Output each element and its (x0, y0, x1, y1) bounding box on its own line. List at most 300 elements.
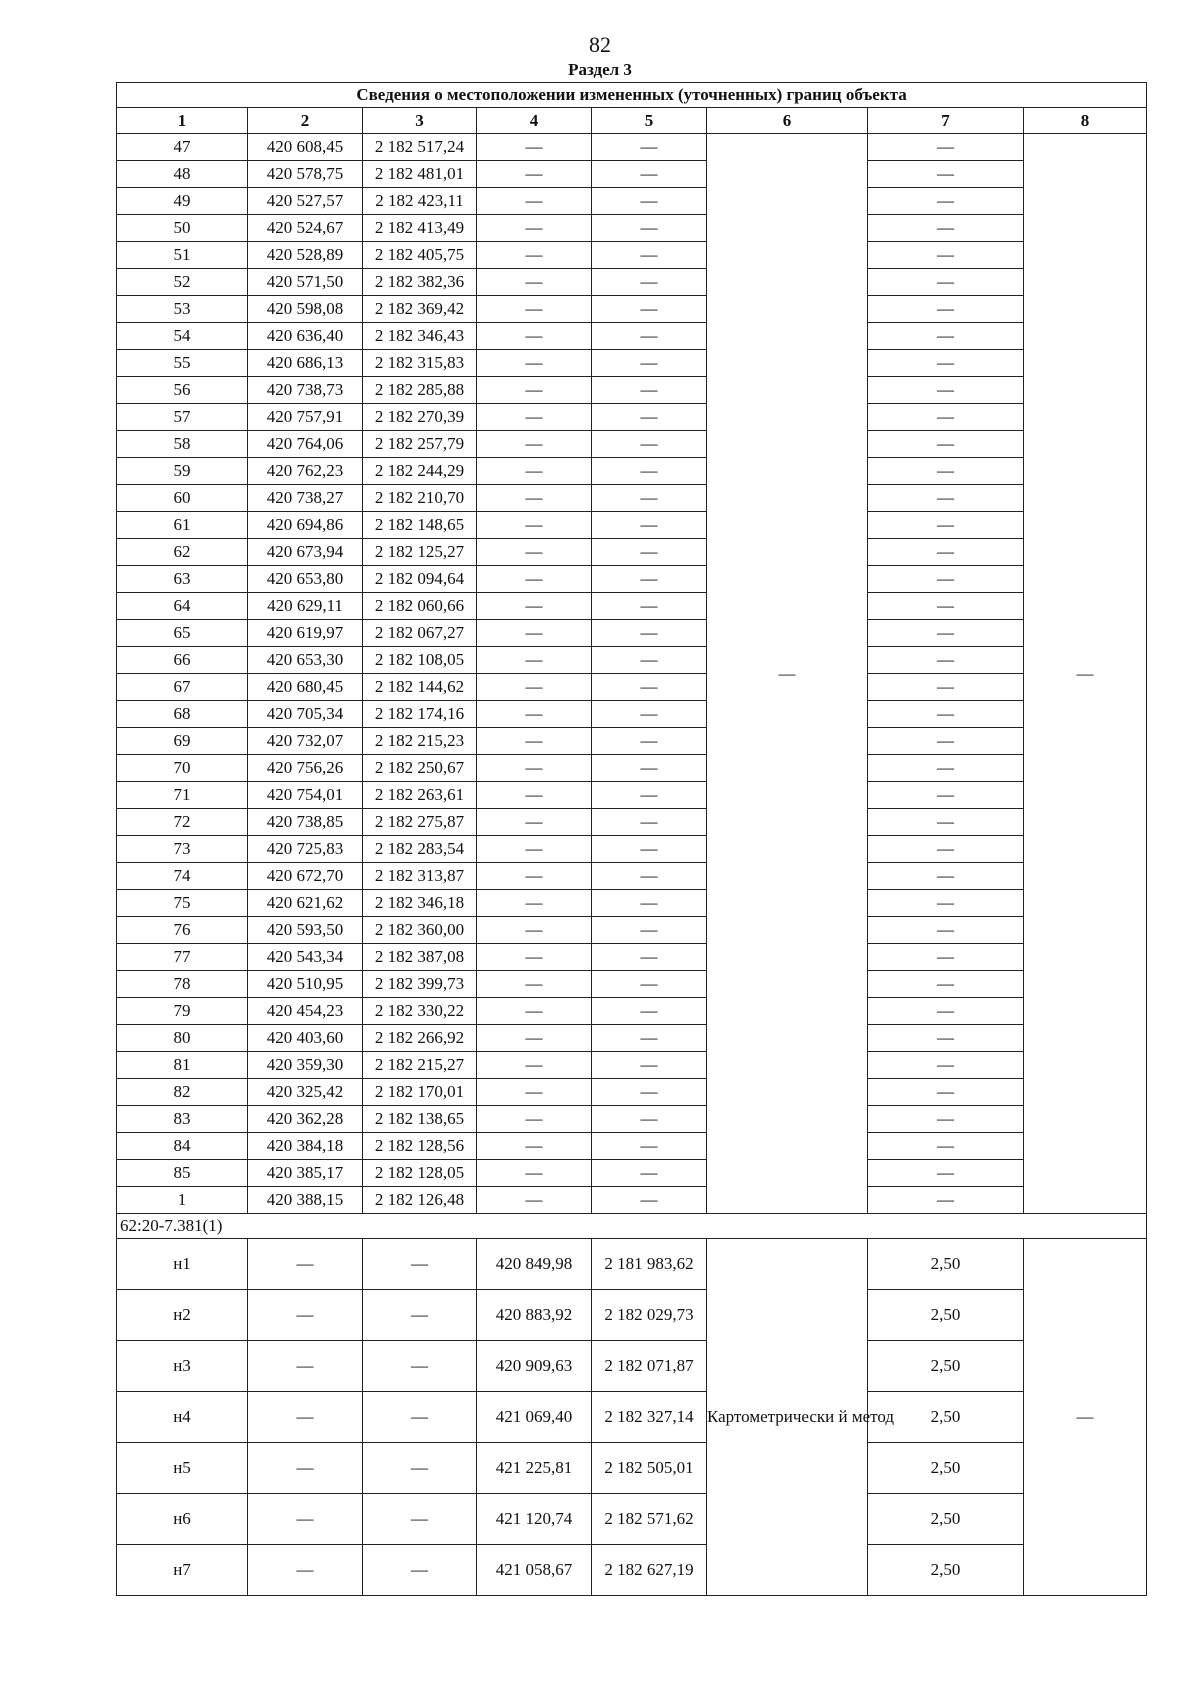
y-existing-cell: 2 182 283,54 (363, 836, 477, 863)
point-number-cell: 85 (117, 1160, 248, 1187)
column-number-row (117, 108, 1147, 134)
y-existing-cell: 2 182 144,62 (363, 674, 477, 701)
point-number-cell: 70 (117, 755, 248, 782)
y-existing-cell: — (363, 1239, 477, 1290)
x-new-cell: — (477, 296, 592, 323)
accuracy-cell: — (868, 944, 1024, 971)
y-new-cell: — (592, 1187, 707, 1214)
method-cell: Картометрически й метод (707, 1239, 868, 1596)
y-existing-cell: 2 182 250,67 (363, 755, 477, 782)
x-existing-cell: 420 543,34 (248, 944, 363, 971)
point-number-cell: 77 (117, 944, 248, 971)
table-row (117, 917, 1147, 944)
table-row (117, 377, 1147, 404)
column-header: 4 (477, 108, 592, 134)
x-new-cell: — (477, 377, 592, 404)
table-row (117, 836, 1147, 863)
table-row (117, 485, 1147, 512)
y-existing-cell: 2 182 285,88 (363, 377, 477, 404)
table-body (117, 134, 1147, 1596)
y-existing-cell: 2 182 215,23 (363, 728, 477, 755)
y-existing-cell: 2 182 148,65 (363, 512, 477, 539)
point-number-cell: 59 (117, 458, 248, 485)
y-existing-cell: 2 182 125,27 (363, 539, 477, 566)
x-new-cell: — (477, 1187, 592, 1214)
column-header: 7 (868, 108, 1024, 134)
y-new-cell: — (592, 944, 707, 971)
x-existing-cell: 420 571,50 (248, 269, 363, 296)
table-row (117, 431, 1147, 458)
object-id-row (117, 1214, 1147, 1239)
accuracy-cell: 2,50 (868, 1494, 1024, 1545)
accuracy-cell: — (868, 134, 1024, 161)
point-number-cell: 66 (117, 647, 248, 674)
x-existing-cell: 420 510,95 (248, 971, 363, 998)
x-existing-cell: 420 359,30 (248, 1052, 363, 1079)
accuracy-cell: — (868, 890, 1024, 917)
table-row (117, 701, 1147, 728)
x-new-cell: — (477, 890, 592, 917)
accuracy-cell: — (868, 863, 1024, 890)
x-new-cell: — (477, 269, 592, 296)
y-new-cell: 2 182 505,01 (592, 1443, 707, 1494)
x-existing-cell: — (248, 1239, 363, 1290)
x-existing-cell: 420 362,28 (248, 1106, 363, 1133)
table-row (117, 1392, 1147, 1443)
table-row (117, 161, 1147, 188)
x-existing-cell: 420 619,97 (248, 620, 363, 647)
y-new-cell: — (592, 134, 707, 161)
table-row (117, 1494, 1147, 1545)
x-new-cell: — (477, 485, 592, 512)
y-existing-cell: 2 182 128,56 (363, 1133, 477, 1160)
accuracy-cell: — (868, 1133, 1024, 1160)
y-new-cell: — (592, 485, 707, 512)
accuracy-cell: 2,50 (868, 1239, 1024, 1290)
point-number-cell: 72 (117, 809, 248, 836)
accuracy-cell: — (868, 431, 1024, 458)
y-existing-cell: — (363, 1545, 477, 1596)
y-new-cell: — (592, 215, 707, 242)
x-new-cell: — (477, 539, 592, 566)
x-existing-cell: 420 388,15 (248, 1187, 363, 1214)
x-new-cell: — (477, 431, 592, 458)
y-existing-cell: — (363, 1341, 477, 1392)
point-number-cell: 58 (117, 431, 248, 458)
x-existing-cell: 420 672,70 (248, 863, 363, 890)
point-number-cell: 50 (117, 215, 248, 242)
accuracy-cell: — (868, 566, 1024, 593)
y-new-cell: 2 182 327,14 (592, 1392, 707, 1443)
point-number-cell: 76 (117, 917, 248, 944)
column-header: 6 (707, 108, 868, 134)
section-title: Раздел 3 (568, 60, 632, 79)
table-row (117, 890, 1147, 917)
x-new-cell: — (477, 998, 592, 1025)
y-existing-cell: 2 182 244,29 (363, 458, 477, 485)
y-existing-cell: 2 182 210,70 (363, 485, 477, 512)
table-row (117, 296, 1147, 323)
x-existing-cell: 420 528,89 (248, 242, 363, 269)
y-existing-cell: 2 182 517,24 (363, 134, 477, 161)
point-number-cell: 62 (117, 539, 248, 566)
x-existing-cell: 420 593,50 (248, 917, 363, 944)
table-row (117, 512, 1147, 539)
table-row (117, 242, 1147, 269)
accuracy-cell: 2,50 (868, 1392, 1024, 1443)
x-new-cell: — (477, 728, 592, 755)
accuracy-cell: — (868, 1187, 1024, 1214)
y-new-cell: — (592, 728, 707, 755)
x-new-cell: — (477, 161, 592, 188)
y-existing-cell: 2 182 266,92 (363, 1025, 477, 1052)
accuracy-cell: — (868, 188, 1024, 215)
y-existing-cell: 2 182 313,87 (363, 863, 477, 890)
accuracy-cell: — (868, 1160, 1024, 1187)
y-new-cell: — (592, 1052, 707, 1079)
y-new-cell: — (592, 566, 707, 593)
table-row (117, 215, 1147, 242)
x-new-cell: — (477, 647, 592, 674)
accuracy-cell: — (868, 161, 1024, 188)
table-row (117, 1079, 1147, 1106)
y-new-cell: 2 182 071,87 (592, 1341, 707, 1392)
x-existing-cell: 420 524,67 (248, 215, 363, 242)
y-new-cell: — (592, 863, 707, 890)
x-existing-cell: 420 403,60 (248, 1025, 363, 1052)
x-new-cell: 421 058,67 (477, 1545, 592, 1596)
table-row (117, 188, 1147, 215)
y-existing-cell: 2 182 399,73 (363, 971, 477, 998)
point-number-cell: 56 (117, 377, 248, 404)
accuracy-cell: — (868, 674, 1024, 701)
x-existing-cell: 420 738,73 (248, 377, 363, 404)
x-new-cell: — (477, 755, 592, 782)
y-existing-cell: 2 182 128,05 (363, 1160, 477, 1187)
y-new-cell: — (592, 539, 707, 566)
y-new-cell: — (592, 674, 707, 701)
point-number-cell: 68 (117, 701, 248, 728)
y-existing-cell: 2 182 369,42 (363, 296, 477, 323)
accuracy-cell: — (868, 323, 1024, 350)
x-existing-cell: 420 754,01 (248, 782, 363, 809)
x-new-cell: — (477, 188, 592, 215)
point-number-cell: 74 (117, 863, 248, 890)
accuracy-cell: — (868, 296, 1024, 323)
point-number-cell: 54 (117, 323, 248, 350)
y-new-cell: — (592, 269, 707, 296)
description-cell: — (1024, 134, 1147, 1214)
table-row (117, 620, 1147, 647)
y-existing-cell: 2 182 263,61 (363, 782, 477, 809)
x-new-cell: — (477, 134, 592, 161)
table-row (117, 323, 1147, 350)
x-new-cell: 421 120,74 (477, 1494, 592, 1545)
y-new-cell: — (592, 998, 707, 1025)
table-row (117, 1545, 1147, 1596)
y-existing-cell: 2 182 387,08 (363, 944, 477, 971)
x-new-cell: — (477, 1133, 592, 1160)
accuracy-cell: 2,50 (868, 1443, 1024, 1494)
accuracy-cell: — (868, 620, 1024, 647)
point-number-cell: 67 (117, 674, 248, 701)
x-new-cell: — (477, 215, 592, 242)
point-number-cell: 49 (117, 188, 248, 215)
x-existing-cell: 420 673,94 (248, 539, 363, 566)
accuracy-cell: — (868, 782, 1024, 809)
y-new-cell: 2 182 571,62 (592, 1494, 707, 1545)
accuracy-cell: — (868, 215, 1024, 242)
x-existing-cell: — (248, 1545, 363, 1596)
point-number-cell: 57 (117, 404, 248, 431)
x-new-cell: — (477, 701, 592, 728)
table-row (117, 1443, 1147, 1494)
x-existing-cell: 420 629,11 (248, 593, 363, 620)
column-header: 8 (1024, 108, 1147, 134)
y-existing-cell: 2 182 067,27 (363, 620, 477, 647)
y-new-cell: 2 181 983,62 (592, 1239, 707, 1290)
x-new-cell: — (477, 566, 592, 593)
x-existing-cell: 420 653,80 (248, 566, 363, 593)
y-new-cell: — (592, 1079, 707, 1106)
point-number-cell: 1 (117, 1187, 248, 1214)
x-existing-cell: 420 694,86 (248, 512, 363, 539)
y-existing-cell: 2 182 257,79 (363, 431, 477, 458)
x-existing-cell: 420 653,30 (248, 647, 363, 674)
accuracy-cell: 2,50 (868, 1545, 1024, 1596)
x-existing-cell: 420 732,07 (248, 728, 363, 755)
point-number-cell: 64 (117, 593, 248, 620)
x-new-cell: — (477, 1160, 592, 1187)
column-header: 1 (117, 108, 248, 134)
point-number-cell: 80 (117, 1025, 248, 1052)
x-existing-cell: 420 384,18 (248, 1133, 363, 1160)
x-new-cell: — (477, 1106, 592, 1133)
x-new-cell: — (477, 404, 592, 431)
table-row (117, 593, 1147, 620)
accuracy-cell: 2,50 (868, 1341, 1024, 1392)
column-header: 2 (248, 108, 363, 134)
x-new-cell: — (477, 971, 592, 998)
point-number-cell: 53 (117, 296, 248, 323)
x-existing-cell: 420 705,34 (248, 701, 363, 728)
accuracy-cell: — (868, 1079, 1024, 1106)
y-existing-cell: — (363, 1494, 477, 1545)
y-existing-cell: 2 182 138,65 (363, 1106, 477, 1133)
x-new-cell: — (477, 620, 592, 647)
y-new-cell: — (592, 836, 707, 863)
accuracy-cell: — (868, 647, 1024, 674)
accuracy-cell: — (868, 593, 1024, 620)
point-number-cell: 83 (117, 1106, 248, 1133)
y-new-cell: — (592, 377, 707, 404)
x-existing-cell: 420 756,26 (248, 755, 363, 782)
table-row (117, 971, 1147, 998)
x-new-cell: — (477, 944, 592, 971)
y-new-cell: — (592, 593, 707, 620)
x-existing-cell: 420 764,06 (248, 431, 363, 458)
y-existing-cell: 2 182 346,18 (363, 890, 477, 917)
x-new-cell: — (477, 836, 592, 863)
y-new-cell: — (592, 1106, 707, 1133)
table-row (117, 458, 1147, 485)
y-existing-cell: 2 182 094,64 (363, 566, 477, 593)
table-row (117, 674, 1147, 701)
point-number-cell: 84 (117, 1133, 248, 1160)
point-number-cell: 69 (117, 728, 248, 755)
point-number-cell: н7 (117, 1545, 248, 1596)
x-new-cell: — (477, 1025, 592, 1052)
x-existing-cell: 420 738,27 (248, 485, 363, 512)
y-new-cell: — (592, 1133, 707, 1160)
table-caption: Сведения о местоположении измененных (уточненных) границ объекта (117, 83, 1147, 108)
table-row (117, 1341, 1147, 1392)
y-existing-cell: 2 182 382,36 (363, 269, 477, 296)
point-number-cell: 63 (117, 566, 248, 593)
point-number-cell: 78 (117, 971, 248, 998)
table-row (117, 539, 1147, 566)
x-existing-cell: 420 757,91 (248, 404, 363, 431)
x-existing-cell: 420 621,62 (248, 890, 363, 917)
table-row (117, 404, 1147, 431)
description-cell: — (1024, 1239, 1147, 1596)
table-row (117, 1106, 1147, 1133)
y-existing-cell: — (363, 1290, 477, 1341)
x-existing-cell: — (248, 1443, 363, 1494)
x-existing-cell: 420 725,83 (248, 836, 363, 863)
x-new-cell: 421 069,40 (477, 1392, 592, 1443)
accuracy-cell: — (868, 377, 1024, 404)
y-new-cell: — (592, 755, 707, 782)
accuracy-cell: — (868, 269, 1024, 296)
y-existing-cell: 2 182 346,43 (363, 323, 477, 350)
accuracy-cell: — (868, 998, 1024, 1025)
y-new-cell: — (592, 188, 707, 215)
y-existing-cell: 2 182 215,27 (363, 1052, 477, 1079)
y-new-cell: — (592, 431, 707, 458)
y-new-cell: — (592, 647, 707, 674)
point-number-cell: 51 (117, 242, 248, 269)
point-number-cell: 60 (117, 485, 248, 512)
y-existing-cell: 2 182 108,05 (363, 647, 477, 674)
accuracy-cell: — (868, 1052, 1024, 1079)
x-new-cell: — (477, 1052, 592, 1079)
accuracy-cell: — (868, 539, 1024, 566)
y-new-cell: — (592, 782, 707, 809)
x-new-cell: — (477, 458, 592, 485)
x-existing-cell: 420 608,45 (248, 134, 363, 161)
y-existing-cell: 2 182 060,66 (363, 593, 477, 620)
y-new-cell: — (592, 890, 707, 917)
x-existing-cell: — (248, 1341, 363, 1392)
accuracy-cell: — (868, 755, 1024, 782)
accuracy-cell: — (868, 701, 1024, 728)
x-existing-cell: — (248, 1494, 363, 1545)
y-new-cell: — (592, 350, 707, 377)
point-number-cell: 81 (117, 1052, 248, 1079)
x-existing-cell: 420 598,08 (248, 296, 363, 323)
y-existing-cell: 2 182 405,75 (363, 242, 477, 269)
y-new-cell: — (592, 809, 707, 836)
y-new-cell: — (592, 458, 707, 485)
accuracy-cell: — (868, 971, 1024, 998)
y-existing-cell: 2 182 330,22 (363, 998, 477, 1025)
x-new-cell: — (477, 1079, 592, 1106)
table-row (117, 782, 1147, 809)
table-row (117, 1025, 1147, 1052)
accuracy-cell: — (868, 728, 1024, 755)
table-row (117, 1187, 1147, 1214)
y-new-cell: — (592, 242, 707, 269)
y-existing-cell: 2 182 360,00 (363, 917, 477, 944)
point-number-cell: 48 (117, 161, 248, 188)
x-new-cell: 420 909,63 (477, 1341, 592, 1392)
x-existing-cell: 420 680,45 (248, 674, 363, 701)
accuracy-cell: — (868, 242, 1024, 269)
y-existing-cell: 2 182 275,87 (363, 809, 477, 836)
x-new-cell: 421 225,81 (477, 1443, 592, 1494)
y-new-cell: — (592, 620, 707, 647)
x-existing-cell: 420 454,23 (248, 998, 363, 1025)
column-header: 5 (592, 108, 707, 134)
table-row (117, 566, 1147, 593)
x-existing-cell: 420 762,23 (248, 458, 363, 485)
x-new-cell: — (477, 350, 592, 377)
x-existing-cell: — (248, 1392, 363, 1443)
x-existing-cell: 420 578,75 (248, 161, 363, 188)
table-row (117, 755, 1147, 782)
page-number: 82 (589, 32, 611, 57)
point-number-cell: 75 (117, 890, 248, 917)
coordinates-table (116, 82, 1147, 1596)
table-row (117, 1239, 1147, 1290)
y-new-cell: — (592, 323, 707, 350)
point-number-cell: 55 (117, 350, 248, 377)
accuracy-cell: — (868, 404, 1024, 431)
y-new-cell: 2 182 029,73 (592, 1290, 707, 1341)
point-number-cell: 65 (117, 620, 248, 647)
accuracy-cell: 2,50 (868, 1290, 1024, 1341)
accuracy-cell: — (868, 809, 1024, 836)
x-new-cell: — (477, 863, 592, 890)
y-new-cell: — (592, 404, 707, 431)
x-existing-cell: — (248, 1290, 363, 1341)
x-new-cell: — (477, 917, 592, 944)
x-new-cell: — (477, 674, 592, 701)
accuracy-cell: — (868, 350, 1024, 377)
table-row (117, 809, 1147, 836)
x-new-cell: — (477, 782, 592, 809)
accuracy-cell: — (868, 917, 1024, 944)
point-number-cell: н5 (117, 1443, 248, 1494)
table-row (117, 134, 1147, 161)
y-existing-cell: 2 182 413,49 (363, 215, 477, 242)
x-new-cell: — (477, 512, 592, 539)
point-number-cell: 82 (117, 1079, 248, 1106)
x-existing-cell: 420 325,42 (248, 1079, 363, 1106)
x-new-cell: — (477, 593, 592, 620)
x-new-cell: — (477, 242, 592, 269)
y-existing-cell: — (363, 1392, 477, 1443)
y-new-cell: 2 182 627,19 (592, 1545, 707, 1596)
method-cell: — (707, 134, 868, 1214)
table-row (117, 350, 1147, 377)
accuracy-cell: — (868, 512, 1024, 539)
point-number-cell: н6 (117, 1494, 248, 1545)
table-row (117, 1160, 1147, 1187)
table-row (117, 1290, 1147, 1341)
point-number-cell: н3 (117, 1341, 248, 1392)
